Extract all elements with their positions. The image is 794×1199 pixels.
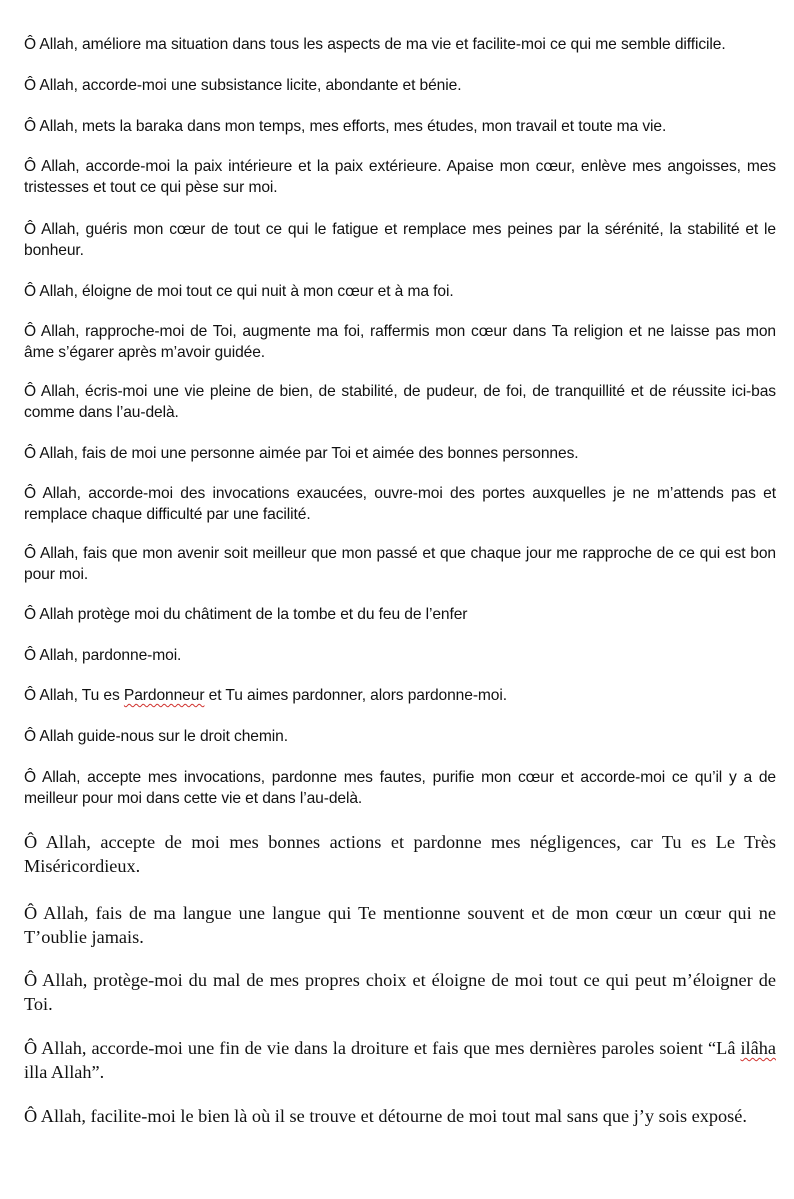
invocation-paragraph: Ô Allah, éloigne de moi tout ce qui nuit à mon cœur et à ma foi. [24, 283, 454, 300]
invocation-paragraph: Ô Allah, écris-moi une vie pleine de bien, de stabilité, de pudeur, de foi, de tranquillité et de réussite ici-bas comme dans l’au-delà. [24, 383, 776, 421]
spellcheck-flagged-word[interactable]: ilâha [740, 1038, 776, 1058]
invocation-paragraph: Ô Allah, mets la baraka dans mon temps, mes efforts, mes études, mon travail et toute ma vie. [24, 118, 667, 135]
invocation-paragraph: Ô Allah, protège-moi du mal de mes propres choix et éloigne de moi tout ce qui peut m’éloigner de Toi. [24, 970, 776, 1014]
invocation-paragraph: Ô Allah, rapproche-moi de Toi, augmente ma foi, raffermis mon cœur dans Ta religion et ne laisse pas mon âme s’égarer après m’avoir guidée. [24, 323, 776, 361]
invocation-paragraph: Ô Allah guide-nous sur le droit chemin. [24, 728, 288, 745]
paragraph-text-segment: illa Allah”. [24, 1061, 105, 1082]
invocation-paragraph: Ô Allah, guéris mon cœur de tout ce qui le fatigue et remplace mes peines par la sérénité, la stabilité et le bonheur. [24, 221, 776, 259]
invocation-paragraph: Ô Allah, facilite-moi le bien là où il se trouve et détourne de moi tout mal sans que j’y sois exposé. [24, 1106, 747, 1126]
invocation-paragraph: Ô Allah, accorde-moi des invocations exaucées, ouvre-moi des portes auxquelles je ne m’attends pas et remplace chaque difficulté par une facilité. [24, 485, 776, 523]
paragraph-text-segment: Ô Allah, accorde-moi une fin de vie dans la droiture et fais que mes dernières paroles soient “Lâ [24, 1038, 741, 1058]
invocation-paragraph: Ô Allah, accorde-moi la paix intérieure et la paix extérieure. Apaise mon cœur, enlève mes angoisses, mes tristesses et tout ce qui pèse sur moi. [24, 158, 776, 196]
invocation-paragraph: Ô Allah, accepte mes invocations, pardonne mes fautes, purifie mon cœur et accorde-moi ce qu’il y a de meilleur pour moi dans cette vie et dans l’au-delà. [24, 769, 776, 807]
invocation-paragraph: Ô Allah, pardonne-moi. [24, 647, 182, 664]
invocation-paragraph [24, 1037, 776, 1084]
invocation-paragraph: Ô Allah, fais de ma langue une langue qui Te mentionne souvent et de mon cœur un cœur qui ne T’oublie jamais. [24, 903, 776, 947]
invocation-paragraph: Ô Allah, accorde-moi une subsistance licite, abondante et bénie. [24, 77, 462, 94]
invocation-paragraph [24, 685, 776, 706]
invocation-paragraph: Ô Allah, fais que mon avenir soit meilleur que mon passé et que chaque jour me rapproche de ce qui est bon pour moi. [24, 545, 776, 583]
paragraph-text-segment: et Tu aimes pardonner, alors pardonne-moi. [204, 687, 507, 704]
paragraph-text-segment: Ô Allah, Tu es [24, 687, 124, 704]
invocation-paragraph: Ô Allah, accepte de moi mes bonnes actions et pardonne mes négligences, car Tu es Le Très Miséricordieux. [24, 832, 776, 876]
invocation-paragraph: Ô Allah protège moi du châtiment de la tombe et du feu de l’enfer [24, 606, 468, 623]
invocation-paragraph: Ô Allah, améliore ma situation dans tous les aspects de ma vie et facilite-moi ce qui me semble difficile. [24, 36, 726, 53]
spellcheck-flagged-word[interactable]: Pardonneur [123, 687, 205, 704]
invocation-paragraph: Ô Allah, fais de moi une personne aimée par Toi et aimée des bonnes personnes. [24, 445, 579, 462]
